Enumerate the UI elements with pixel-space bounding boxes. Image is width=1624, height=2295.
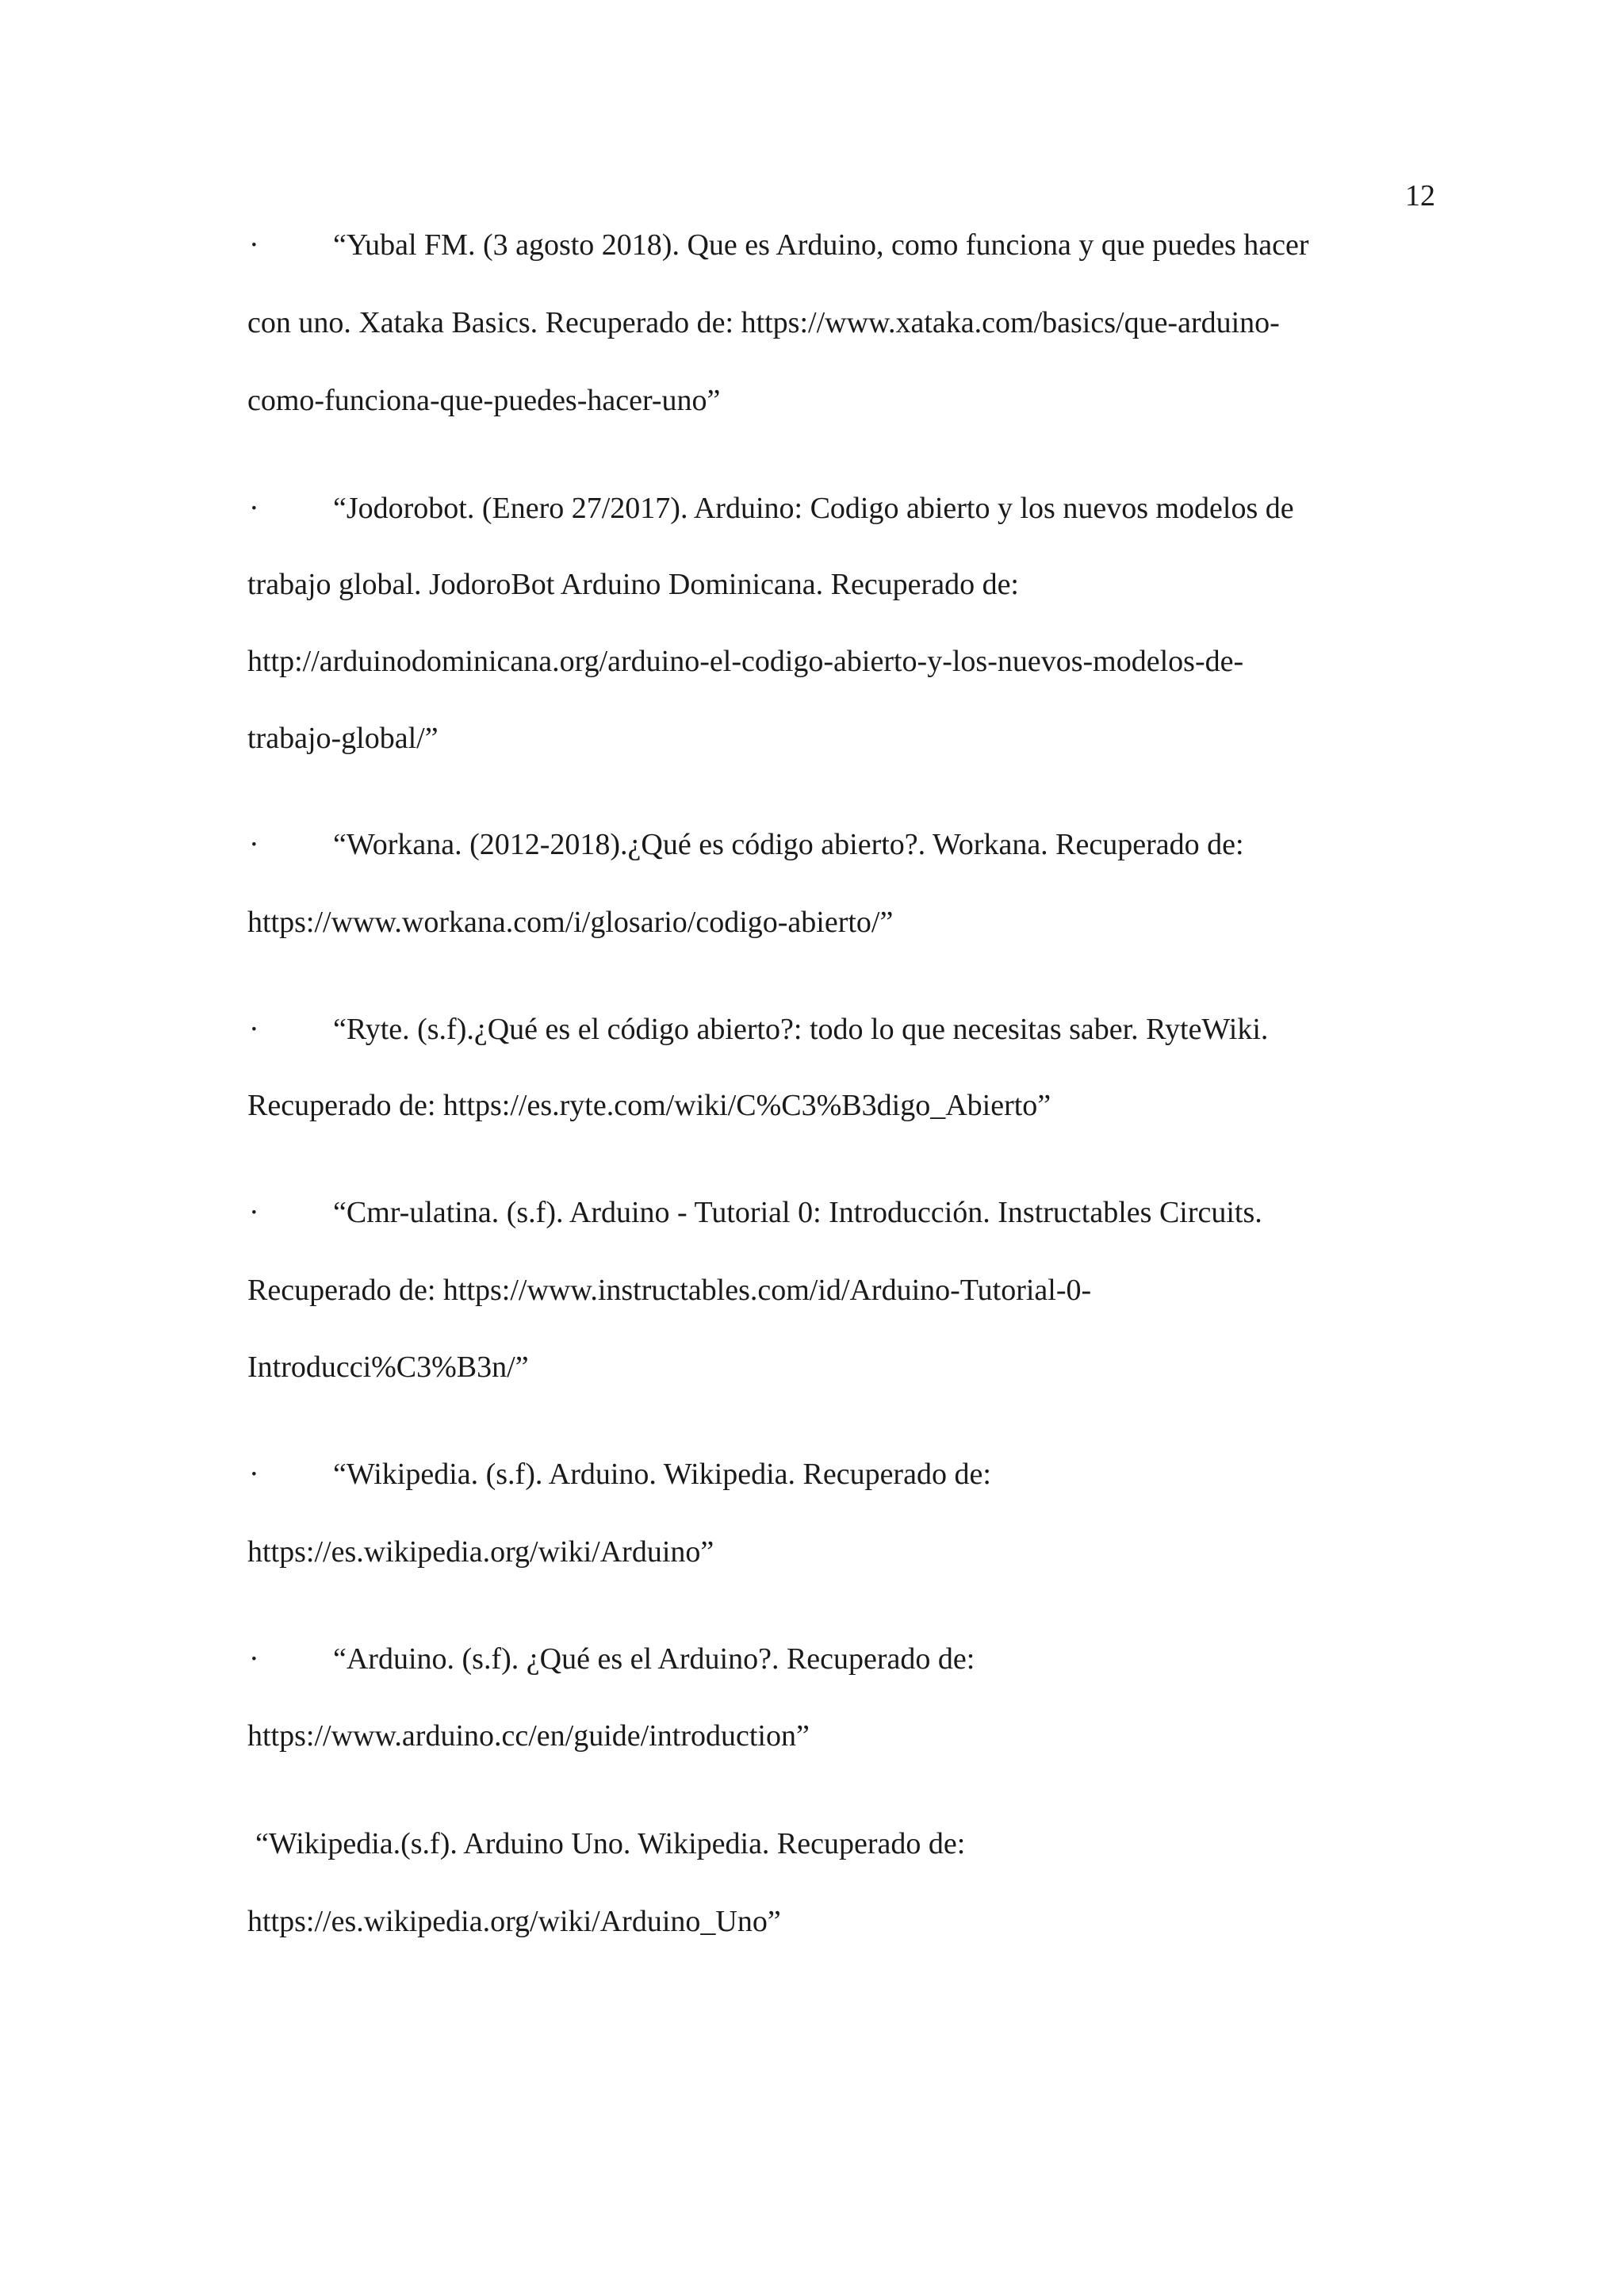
reference-line: “Ryte. (s.f).¿Qué es el código abierto?: todo lo que necesitas saber. RyteWiki. xyxy=(333,1013,1269,1046)
reference-line: https://es.wikipedia.org/wiki/Arduino_Uno” xyxy=(247,1905,781,1938)
bullet-marker: · xyxy=(249,828,259,861)
reference-line: Recuperado de: https://www.instructables.com/id/Arduino-Tutorial-0- xyxy=(247,1274,1092,1307)
reference-line: “Workana. (2012-2018).¿Qué es código abierto?. Workana. Recuperado de: xyxy=(333,828,1244,861)
reference-line: “Jodorobot. (Enero 27/2017). Arduino: Codigo abierto y los nuevos modelos de xyxy=(333,492,1294,525)
reference-line: http://arduinodominicana.org/arduino-el-codigo-abierto-y-los-nuevos-modelos-de- xyxy=(247,645,1244,678)
page-number: 12 xyxy=(1405,179,1435,213)
bullet-marker: · xyxy=(249,1458,259,1491)
reference-line: “Arduino. (s.f). ¿Qué es el Arduino?. Recuperado de: xyxy=(333,1642,975,1676)
bullet-marker: · xyxy=(249,1196,259,1229)
reference-line: como-funciona-que-puedes-hacer-uno” xyxy=(247,384,721,417)
reference-line: https://es.wikipedia.org/wiki/Arduino” xyxy=(247,1535,714,1569)
reference-line: “Yubal FM. (3 agosto 2018). Que es Arduino, como funciona y que puedes hacer xyxy=(333,228,1309,262)
bullet-marker: · xyxy=(249,228,259,262)
reference-line: trabajo global. JodoroBot Arduino Dominicana. Recuperado de: xyxy=(247,568,1019,601)
reference-line: https://www.arduino.cc/en/guide/introduction” xyxy=(247,1719,810,1753)
reference-line: “Wikipedia.(s.f). Arduino Uno. Wikipedia. Recuperado de: xyxy=(255,1827,966,1860)
bullet-marker: · xyxy=(249,1013,259,1046)
bullet-marker: · xyxy=(249,1642,259,1676)
reference-line: https://www.workana.com/i/glosario/codigo-abierto/” xyxy=(247,906,894,939)
reference-line: Recuperado de: https://es.ryte.com/wiki/C%C3%B3digo_Abierto” xyxy=(247,1089,1051,1122)
reference-line: trabajo-global/” xyxy=(247,722,439,755)
reference-line: con uno. Xataka Basics. Recuperado de: https://www.xataka.com/basics/que-arduino- xyxy=(247,306,1280,339)
reference-line: “Wikipedia. (s.f). Arduino. Wikipedia. Recuperado de: xyxy=(333,1458,991,1491)
bullet-marker: · xyxy=(249,492,259,525)
reference-line: Introducci%C3%B3n/” xyxy=(247,1351,529,1384)
reference-line: “Cmr-ulatina. (s.f). Arduino - Tutorial 0: Introducción. Instructables Circuits. xyxy=(333,1196,1262,1229)
